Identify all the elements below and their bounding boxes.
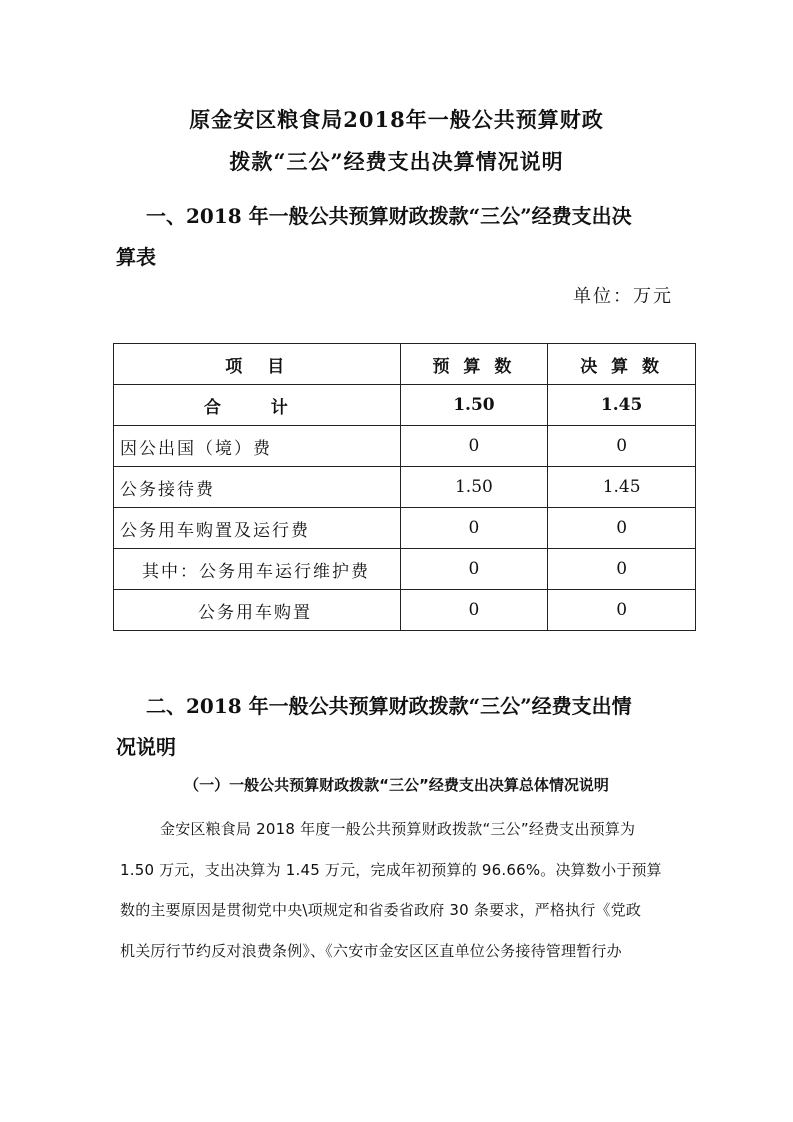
row-budget: 0 [400, 426, 548, 467]
row-label: 公务接待费 [114, 467, 401, 508]
row-final: 0 [548, 508, 696, 549]
total-budget: 1.50 [400, 385, 548, 426]
paragraph-line: 1.50 万元，支出决算为 1.45 万元，完成年初预算的 96.66%。决算数小于预算 [120, 861, 662, 879]
table-total-row [114, 385, 696, 426]
section2-heading-line2: 况说明 [116, 735, 176, 759]
paragraph-line: 金安区粮食局 2018 年度一般公共预算财政拨款“三公”经费支出预算为 [160, 820, 636, 838]
unit-label: 单位：万元 [573, 286, 673, 307]
table-row [114, 549, 696, 590]
doc-title-line1: 原金安区粮食局2018年一般公共预算财政 [189, 107, 604, 132]
total-label: 合 计 [114, 385, 401, 426]
paragraph-line: 机关厉行节约反对浪费条例》、《六安市金安区区直单位公务接待管理暂行办 [120, 942, 622, 960]
row-budget: 0 [400, 590, 548, 631]
section1-heading-line1: 一、2018 年一般公共预算财政拨款“三公”经费支出决 [146, 204, 632, 228]
total-final: 1.45 [548, 385, 696, 426]
doc-title-line2: 拨款“三公”经费支出决算情况说明 [229, 149, 564, 174]
row-label: 其中：公务用车运行维护费 [114, 549, 401, 590]
row-label: 因公出国（境）费 [114, 426, 401, 467]
row-budget: 1.50 [400, 467, 548, 508]
row-final: 0 [548, 549, 696, 590]
three-public-expense-table [113, 343, 696, 631]
table-row [114, 426, 696, 467]
paragraph-line: 数的主要原因是贯彻党中央\项规定和省委省政府 30 条要求，严格执行《党政 [120, 901, 642, 919]
row-final: 0 [548, 426, 696, 467]
header-budget: 预 算 数 [400, 344, 548, 385]
row-label: 公务用车购置及运行费 [114, 508, 401, 549]
header-item: 项 目 [114, 344, 401, 385]
row-final: 0 [548, 590, 696, 631]
row-label: 公务用车购置 [114, 590, 401, 631]
row-final: 1.45 [548, 467, 696, 508]
section2-heading-line1: 二、2018 年一般公共预算财政拨款“三公”经费支出情 [146, 694, 632, 718]
header-final: 决 算 数 [548, 344, 696, 385]
table-header-row [114, 344, 696, 385]
table-row [114, 467, 696, 508]
table-row [114, 508, 696, 549]
table-row [114, 590, 696, 631]
row-budget: 0 [400, 508, 548, 549]
row-budget: 0 [400, 549, 548, 590]
section1-heading-line2: 算表 [116, 245, 156, 269]
subsection1-heading: （一）一般公共预算财政拨款“三公”经费支出决算总体情况说明 [184, 776, 609, 794]
